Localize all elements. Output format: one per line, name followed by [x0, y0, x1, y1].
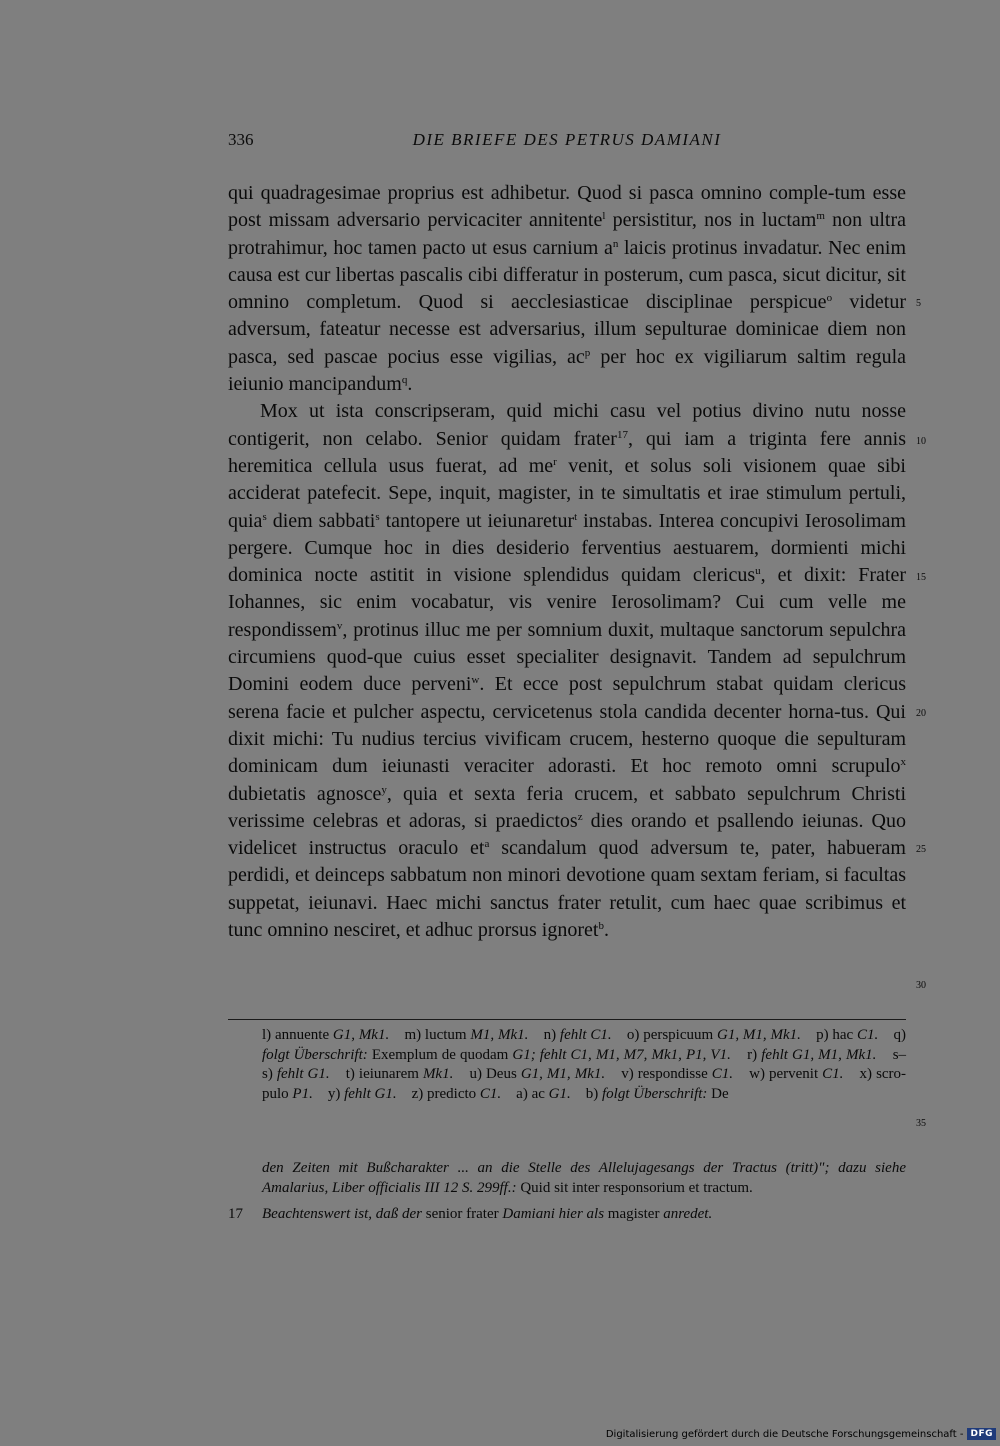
critical-apparatus [262, 1026, 906, 1104]
footnote-text: magister [604, 1206, 664, 1222]
apparatus-entry: u) Deus [469, 1066, 521, 1082]
apparatus-siglum: Mk1. [422, 1066, 454, 1082]
text-run: . [407, 373, 413, 396]
main-text [228, 180, 906, 944]
line-number: 20 [916, 708, 926, 719]
footnote-text: den Zeiten mit Bußcharakter ... an die Stelle des Allelujagesangs der Tractus (tritt)"; dazu siehe Amalarius, Liber officialis III 12 S. 299ff.: [262, 1160, 906, 1196]
apparatus-entry: b) [585, 1085, 602, 1102]
footnote-continuation [228, 1158, 906, 1198]
paragraph-2 [228, 398, 906, 944]
note-marker: y [381, 783, 387, 796]
apparatus-siglum: C1. [479, 1085, 502, 1102]
page-header [228, 130, 906, 156]
line-number: 25 [916, 844, 926, 855]
apparatus-siglum: G1; fehlt C1, M1, M7, Mk1, P1, V1. [512, 1046, 731, 1063]
footnote-text: Damiani hier als [502, 1206, 605, 1222]
apparatus-siglum: M1, Mk1. [470, 1027, 529, 1043]
apparatus-siglum: folgt Überschrift: [262, 1046, 368, 1063]
note-marker: p [584, 346, 591, 359]
apparatus-entry: Exemplum de quodam [367, 1046, 513, 1063]
note-marker: l [602, 210, 606, 223]
text-run: diem sabbati [266, 509, 376, 532]
apparatus-siglum: C1. [822, 1066, 844, 1082]
footnote-number: 17 [228, 1206, 243, 1222]
apparatus-siglum: G1. [548, 1085, 571, 1102]
apparatus-siglum: fehlt G1. [344, 1085, 397, 1102]
note-marker: b [598, 920, 604, 933]
page-number: 336 [228, 130, 254, 149]
text-run: , quia et sexta feria crucem, et sabbato sepulchrum Christi verissime celebras et adoras, si praedictos [228, 782, 906, 832]
note-marker: t [574, 510, 578, 523]
note-marker: q [401, 374, 408, 387]
note-marker: w [471, 674, 480, 687]
footnote-text: Quid sit inter responsorium et tractum. [516, 1180, 753, 1196]
line-number: 30 [916, 980, 926, 991]
text-run: videtur adversum, fateatur necesse est adversarius, illum sepulturae dominicae diem non pasca, sed pascae pocius esse vigilias, ac [228, 291, 906, 368]
footnote-text: anredet. [663, 1206, 713, 1222]
text-run: Mox ut ista conscripseram, quid michi casu vel potius divino nutu nosse contigerit, non celabo. Senior quidam frater [228, 400, 906, 450]
apparatus-siglum: G1, Mk1. [332, 1027, 390, 1043]
apparatus-entry: De [707, 1085, 729, 1102]
text-run: , qui iam a triginta fere annis heremitica cellula usus fuerat, ad me [228, 427, 907, 477]
apparatus-siglum: fehlt C1. [559, 1027, 612, 1043]
text-run: . Et ecce post sepulchrum stabat quidam clericus serena facie et pulcher aspectu, cervicetenus stola candida decenter horna-tus. Qui dixit michi: Tu nudius tercius vivificam crucem, hesterno quoque die sepulturam dominicam dum ieiunasti veraciter adorasti. Et hoc remoto omni scrupulo [228, 673, 906, 778]
text-run: per hoc ex vigiliarum saltim regula ieiunio mancipandum [228, 345, 907, 396]
note-marker: x [900, 756, 906, 769]
apparatus-divider [228, 1019, 906, 1020]
text-run: venit, et solus soli visionem quae sibi acciderat patefecit. Sepe, inquit, magister, in te simultatis et irae stimulum pertuli, quia [228, 454, 906, 532]
text-run: instabas. Interea concupivi Ierosolimam pergere. Cumque hoc in dies desiderio ferventius aestuarem, dormienti michi dominica nocte astitit in visione splendidus quidam clericus [228, 509, 906, 587]
text-run: . [603, 919, 609, 942]
note-marker: z [577, 810, 583, 823]
apparatus-entry: p) hac [816, 1027, 858, 1043]
footnote-17 [228, 1204, 906, 1224]
apparatus-entry: l) annuente [262, 1027, 333, 1043]
apparatus-siglum: G1, M1, Mk1. [520, 1066, 606, 1082]
note-marker: v [336, 619, 343, 632]
paragraph-1 [228, 180, 906, 398]
footnote-text: senior frater [421, 1206, 503, 1222]
apparatus-entry: y) [327, 1085, 345, 1102]
apparatus-entry: v) respondisse [621, 1066, 712, 1082]
apparatus-entry: m) luctum [404, 1027, 471, 1043]
text-run: dies orando et psallendo ieiunas. Quo videlicet instructus oraculo et [228, 809, 906, 860]
line-number: 5 [916, 298, 921, 309]
note-marker: 17 [616, 428, 628, 441]
apparatus-entry: z) predicto [411, 1085, 480, 1102]
text-run: scandalum quod adversum te, pater, habueram perdidi, et deinceps sabbatum non minori devotione quam sextam feriam, si facultas suppetat, ieiunavi. Haec michi sanctus frater retulit, cum haec quae scribimus et tunc omnino nesciret, et adhuc prorsus ignoret [228, 837, 906, 942]
apparatus-siglum: P1. [292, 1085, 313, 1102]
apparatus-entry: t) ieiunarem [345, 1066, 423, 1082]
text-run: non ultra protrahimur, hoc tamen pacto ut esus carnium a [228, 209, 906, 259]
apparatus-entry: r) [747, 1046, 762, 1063]
note-marker: s [262, 510, 267, 523]
text-run: tantopere ut ieiunaretur [379, 509, 575, 532]
note-marker: m [816, 210, 825, 223]
note-marker: u [755, 565, 761, 578]
apparatus-siglum: G1, M1, Mk1. [717, 1027, 801, 1043]
note-marker: n [612, 237, 619, 250]
running-title: DIE BRIEFE DES PETRUS DAMIANI [412, 130, 722, 149]
footnotes [228, 1158, 906, 1224]
note-marker: r [553, 455, 557, 468]
line-number: 35 [916, 1118, 926, 1129]
apparatus-entry: q) [893, 1027, 907, 1043]
footer [606, 1428, 996, 1440]
text-run: dubietatis agnosce [228, 782, 382, 805]
note-marker: a [484, 838, 490, 851]
funding-notice: Digitalisierung gefördert durch die Deutsche Forschungsgemeinschaft - [605, 1428, 964, 1440]
text-run: laicis protinus invadatur. Nec enim causa est cur libertas pascalis cibi differatur in posterum, cum pasca, sicut dicitur, sit omnino completum. Quod si aecclesiasticae disciplinae perspicue [228, 236, 907, 314]
apparatus-siglum: C1. [857, 1027, 879, 1043]
line-number: 15 [916, 572, 926, 583]
text-run: , protinus illuc me per somnium duxit, multaque sanctorum sepulchra circumiens quod-que cuius esset specialiter designavit. Tandem ad sepulchrum Domini eodem duce perveni [228, 618, 906, 696]
apparatus-siglum: C1. [711, 1066, 734, 1082]
text-run: qui quadragesimae proprius est adhibetur. Quod si pasca omnino comple-tum esse post missam adversario pervicaciter annitente [228, 182, 906, 232]
apparatus-entry: n) [543, 1027, 560, 1043]
apparatus-siglum: fehlt G1. [276, 1066, 330, 1082]
footnote-text: Beachtenswert ist, daß der [262, 1206, 422, 1222]
note-marker: o [826, 292, 833, 305]
apparatus-siglum: folgt Überschrift: [601, 1085, 708, 1102]
text-run: persistitur, nos in luctam [605, 209, 817, 232]
line-number: 10 [916, 436, 926, 447]
apparatus-entry: x) scro-pulo [262, 1066, 907, 1102]
apparatus-entry: o) perspicuum [626, 1027, 717, 1043]
apparatus-entry: w) pervenit [749, 1066, 823, 1082]
apparatus-entry: s–s) [262, 1046, 907, 1082]
dfg-logo: DFG [967, 1428, 996, 1440]
text-run: , et dixit: Frater Iohannes, sic enim vocabatur, vis venire Ierosolimam? Cui cum velle me respondissem [228, 564, 906, 641]
note-marker: s [375, 510, 380, 523]
apparatus-entry: a) ac [516, 1085, 549, 1102]
apparatus-siglum: fehlt G1, M1, Mk1. [761, 1046, 877, 1063]
